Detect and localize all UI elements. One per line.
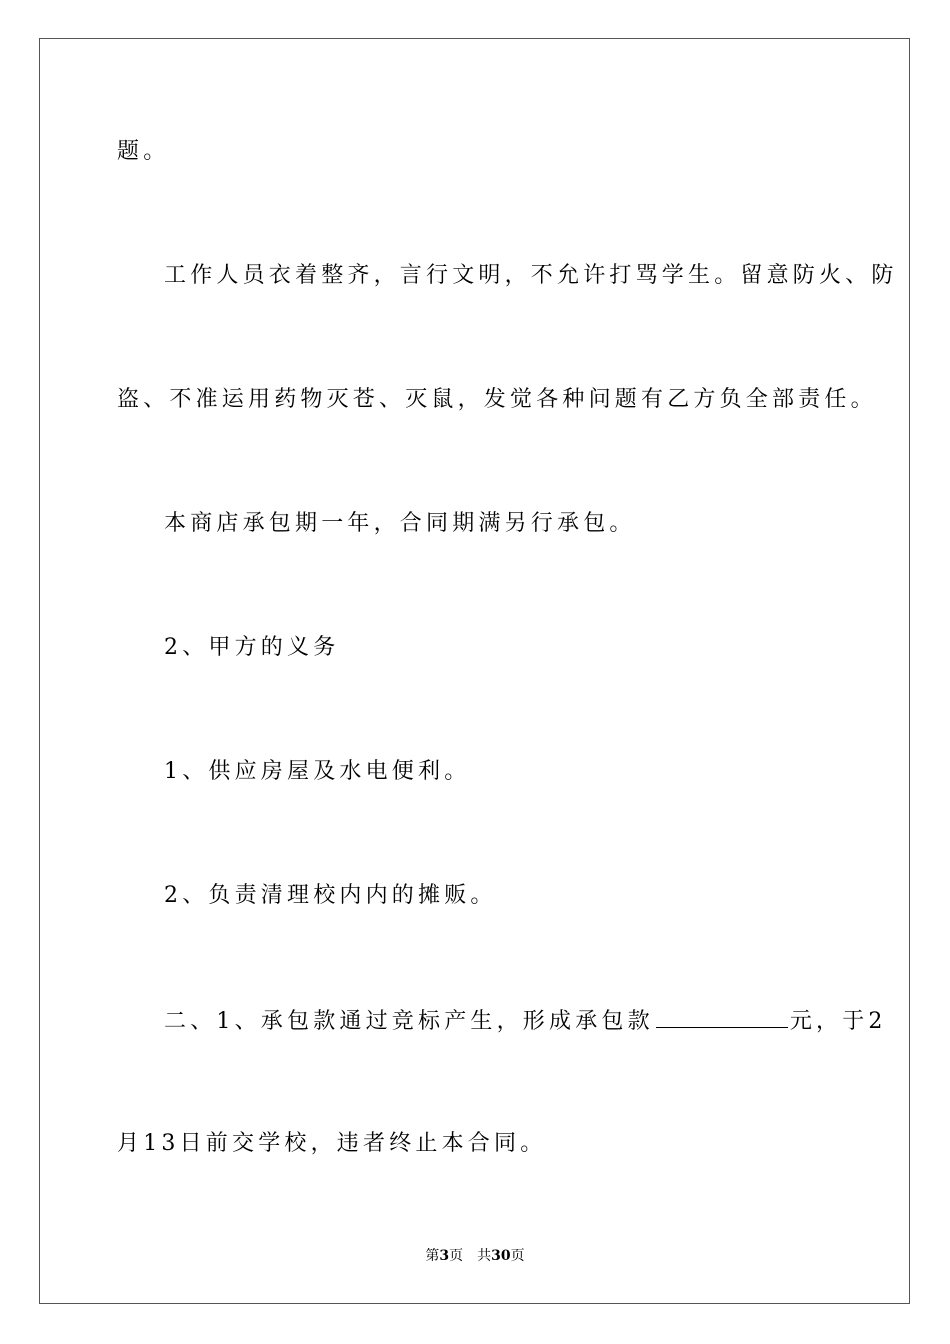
amount-blank: [656, 1005, 788, 1028]
text-line-8: [164, 1005, 887, 1037]
footer-total-suffix: 页: [510, 1248, 525, 1264]
footer-page-suffix: 页: [449, 1248, 464, 1264]
footer-page-prefix: 第: [425, 1248, 440, 1264]
text-line-8-end: 元，于2: [789, 1009, 887, 1034]
text-line-1: 题。: [117, 139, 170, 164]
footer-total-pages: 30: [491, 1248, 511, 1264]
page-border: [39, 38, 910, 1304]
footer-page-number: 3: [439, 1248, 450, 1264]
text-line-3: 盗、不准运用药物灭苍、灭鼠，发觉各种问题有乙方负全部责任。: [117, 387, 877, 412]
text-line-4: 本商店承包期一年，合同期满另行承包。: [164, 511, 636, 536]
section-heading: 2、甲方的义务: [164, 635, 340, 660]
text-line-9: 月13日前交学校，违者终止本合同。: [117, 1131, 547, 1156]
text-line-8-start: 二、1、承包款通过竞标产生，形成承包款: [164, 1009, 654, 1034]
footer-total-prefix: 共: [477, 1248, 492, 1264]
page-footer: [0, 1246, 950, 1266]
list-item-2: 2、负责清理校内内的摊贩。: [164, 883, 497, 908]
list-item-1: 1、供应房屋及水电便利。: [164, 759, 471, 784]
text-line-2: 工作人员衣着整齐，言行文明，不允许打骂学生。留意防火、防: [164, 263, 898, 288]
